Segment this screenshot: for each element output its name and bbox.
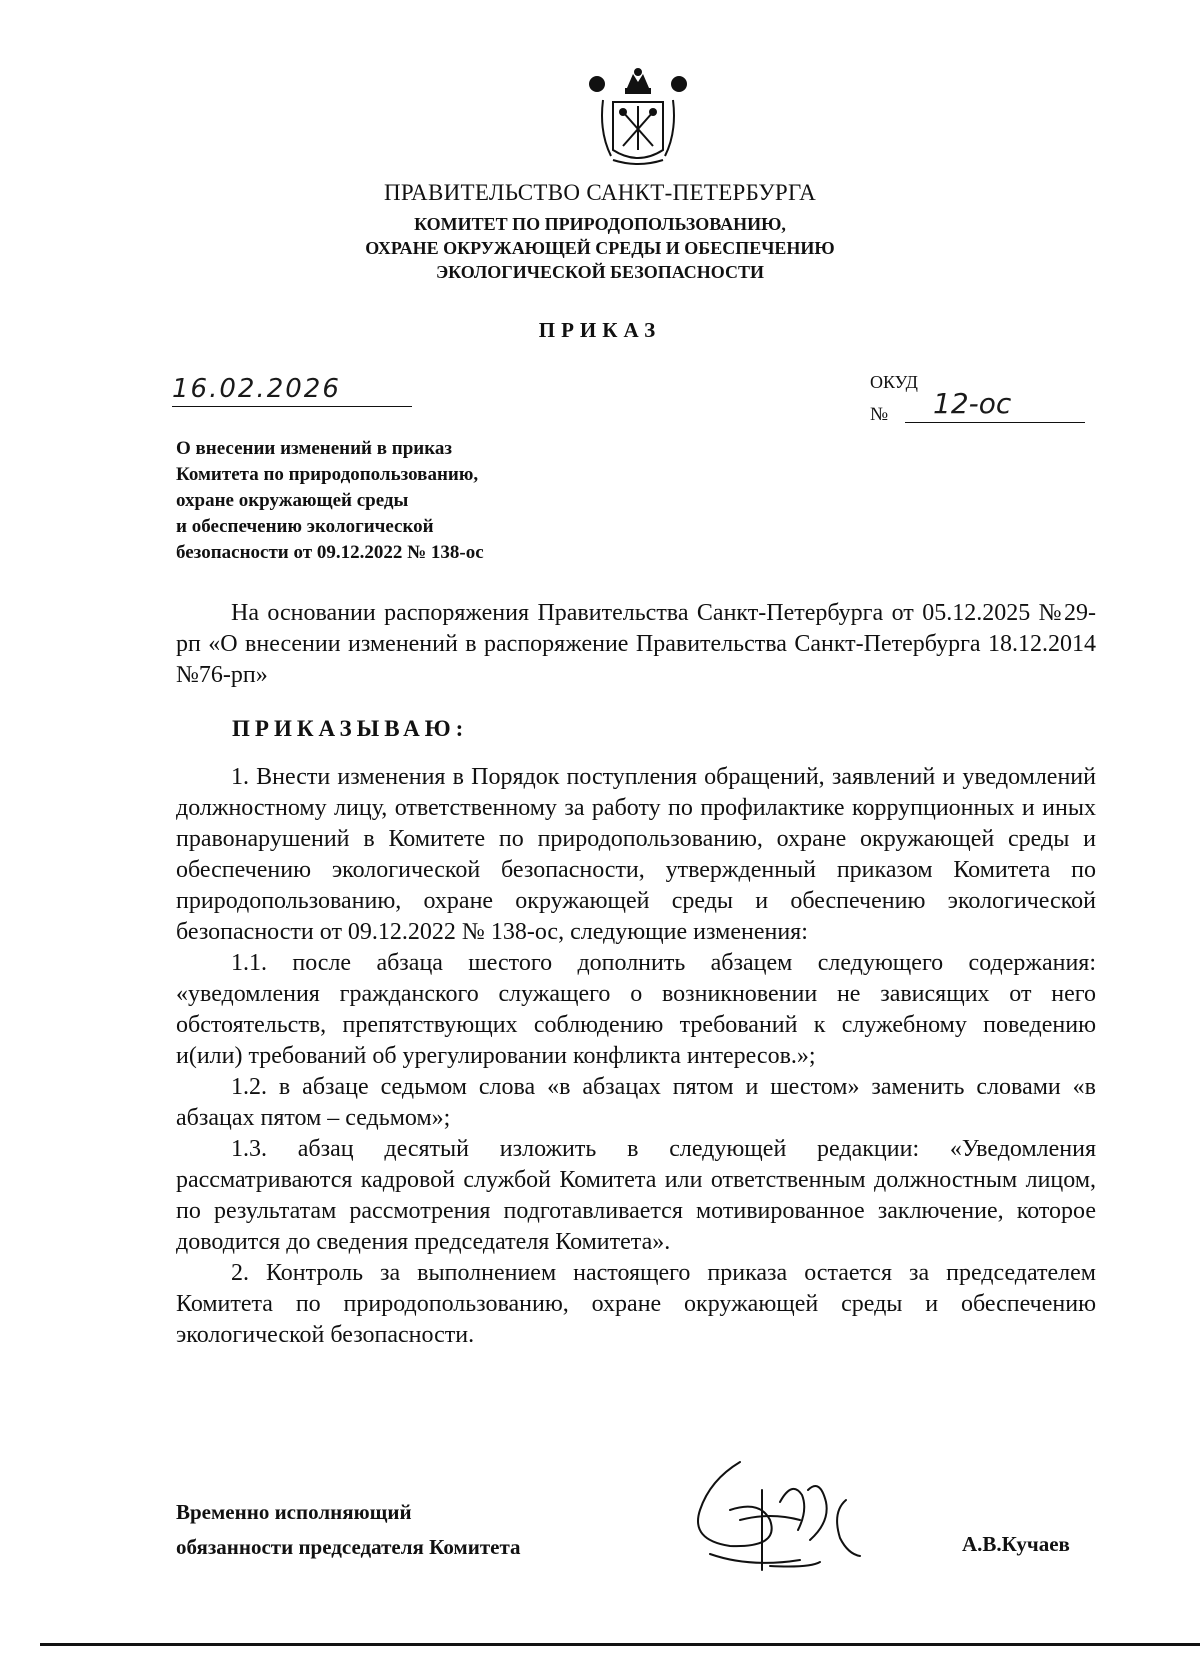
committee-name-line: ЭКОЛОГИЧЕСКОЙ БЕЗОПАСНОСТИ bbox=[435, 262, 765, 282]
subject-line: Комитета по природопользованию, bbox=[176, 464, 479, 485]
committee-name-line: ОХРАНЕ ОКРУЖАЮЩЕЙ СРЕДЫ И ОБЕСПЕЧЕНИЮ bbox=[365, 238, 835, 258]
coat-of-arms-emblem bbox=[583, 62, 693, 168]
committee-name-line: КОМИТЕТ ПО ПРИРОДОПОЛЬЗОВАНИЮ, bbox=[414, 214, 786, 234]
order-item: 2. Контроль за выполнением настоящего приказа остается за председателем Комитета по природопользованию, охране окружающей среды и обеспечению экологической безопасности. bbox=[176, 1260, 1096, 1348]
order-subject bbox=[176, 436, 484, 566]
committee-name bbox=[0, 212, 1200, 284]
command-heading: ПРИКАЗЫВАЮ: bbox=[232, 716, 469, 741]
scan-edge-line bbox=[40, 1643, 1200, 1646]
signatory-position-line: обязанности председателя Комитета bbox=[176, 1535, 521, 1559]
basis-section bbox=[176, 598, 1096, 691]
document-type: ПРИКАЗ bbox=[538, 318, 662, 342]
date-field bbox=[172, 374, 412, 407]
subject-line: безопасности от 09.12.2022 № 138-ос bbox=[176, 542, 484, 563]
order-item: 1. Внести изменения в Порядок поступления обращений, заявлений и уведомлений должностному лицу, ответственному за работу по профилактике коррупционных и иных правонарушений в Комитете по природопользованию, охране окружающей среды и обеспечению экологической безопасности, утвержденный приказом Комитета по природопользованию, охране окружающей среды и обеспечению экологической безопасности от 09.12.2022 № 138-ос, следующие изменения: bbox=[176, 764, 1096, 945]
subject-line: О внесении изменений в приказ bbox=[176, 438, 453, 459]
subject-line: охране окружающей среды bbox=[176, 490, 409, 511]
handwritten-signature bbox=[670, 1450, 880, 1575]
subject-line: и обеспечению экологической bbox=[176, 516, 434, 537]
order-item: 1.2. в абзаце седьмом слова «в абзацах пятом и шестом» заменить словами «в абзацах пятом – седьмом»; bbox=[176, 1074, 1096, 1131]
handwritten-number: 12-ос bbox=[933, 387, 1012, 420]
signatory-position bbox=[176, 1495, 521, 1565]
order-item: 1.3. абзац десятый изложить в следующей редакции: «Уведомления рассматриваются кадровой службой Комитета или ответственным должностным лицом, по результатам рассмотрения подготавливается мотивированное заключение, которое доводится до сведения председателя Комитета». bbox=[176, 1136, 1096, 1255]
signatory-name: А.В.Кучаев bbox=[962, 1532, 1070, 1556]
basis-paragraph: На основании распоряжения Правительства Санкт-Петербурга от 05.12.2025 №29-рп «О внесении изменений в распоряжение Правительства Санкт-Петербурга 18.12.2014 №76-рп» bbox=[176, 600, 1096, 688]
handwritten-date: 16.02.2026 bbox=[172, 374, 341, 404]
number-sign: № bbox=[870, 404, 889, 425]
order-item: 1.1. после абзаца шестого дополнить абзацем следующего содержания: «уведомления гражданского служащего о возникновении не зависящих от него обстоятельств, препятствующих соблюдению требований к служебному поведению и(или) требований об урегулировании конфликта интересов.»; bbox=[176, 950, 1096, 1069]
government-title: ПРАВИТЕЛЬСТВО САНКТ-ПЕТЕРБУРГА bbox=[383, 180, 817, 205]
okud-label: ОКУД bbox=[870, 372, 918, 392]
number-field bbox=[905, 386, 1085, 423]
signatory-position-line: Временно исполняющий bbox=[176, 1500, 412, 1524]
order-items bbox=[176, 762, 1096, 1351]
